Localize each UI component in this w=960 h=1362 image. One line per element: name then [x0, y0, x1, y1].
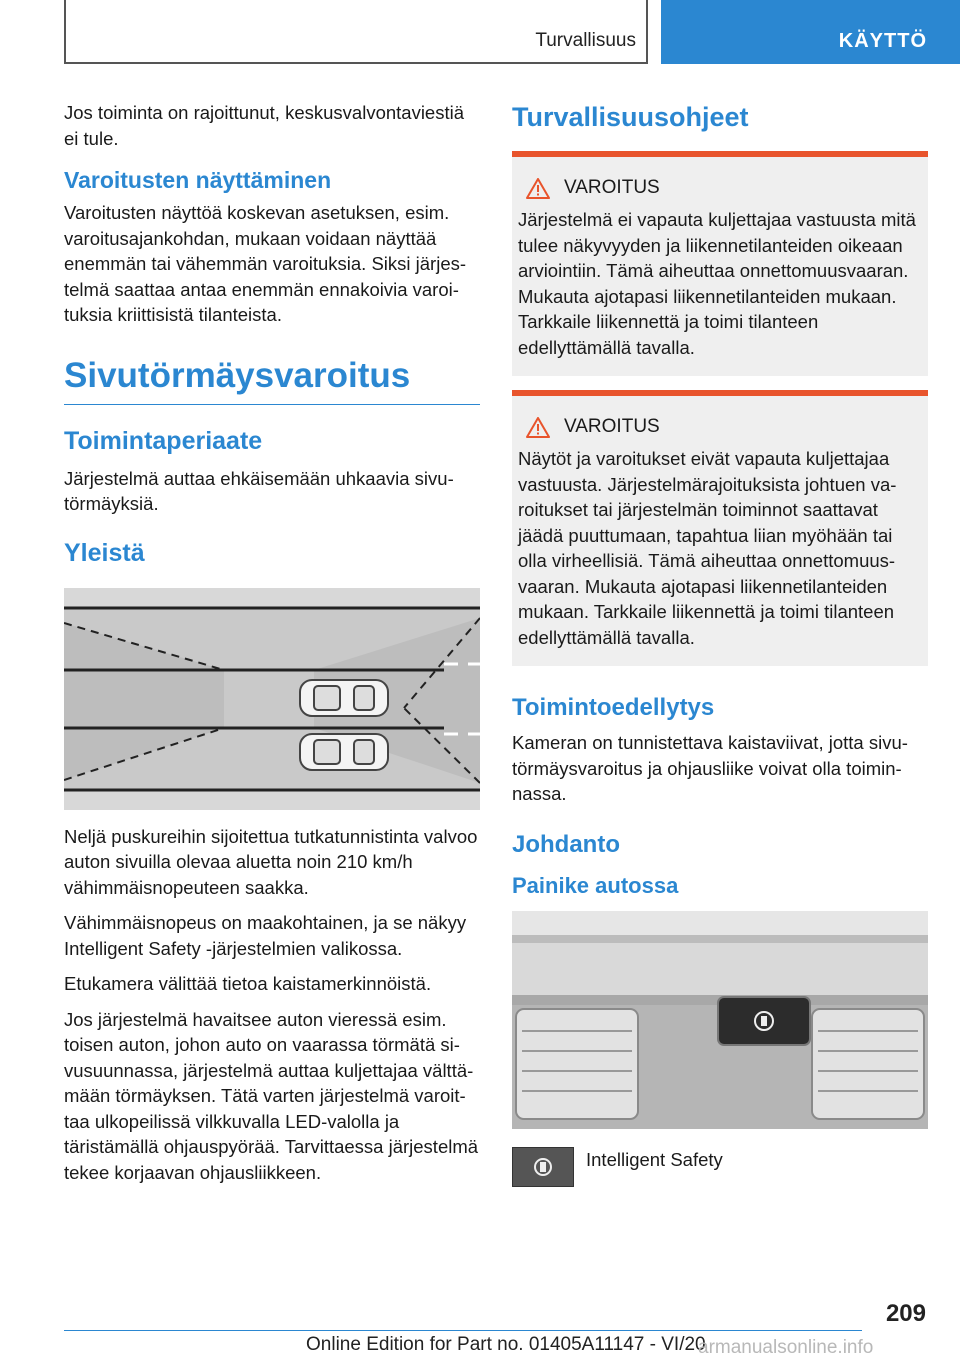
right-column: [512, 100, 928, 1187]
requirements-text: Kameran on tunnistettava kaistaviivat, jotta sivutörmäysvaroitus ja ohjausliike voivat olla toiminnassa.: [512, 732, 908, 804]
warning-box-1: [512, 151, 928, 376]
button-heading: Painike autossa: [512, 872, 679, 898]
legend-row: [512, 1147, 928, 1187]
footer-edition: Online Edition for Part no. 01405A11147 - VI/20: [306, 1334, 706, 1355]
warning-1-title: VAROITUS: [564, 177, 660, 198]
side-collision-diagram: [64, 588, 480, 810]
intro-paragraph: Jos toiminta on rajoittunut, keskusvalvontaviestiä ei tule.: [64, 102, 465, 149]
warnings-display-heading: Varoitusten näyttäminen: [64, 167, 332, 193]
chapter-title: Sivutörmäysvaroitus: [64, 356, 480, 405]
radar-paragraph: Neljä puskureihin sijoitettua tutkatunnistinta valvoo auton sivuilla olevaa aluetta noin 210 km/h vähimmäisnopeuteen saakka.: [64, 825, 478, 898]
intro-heading: Johdanto: [512, 830, 620, 858]
header-chapter-tab: KÄYTTÖ: [661, 0, 960, 64]
footer-divider: [64, 1330, 862, 1331]
min-speed-paragraph: Vähimmäisnopeus on maakohtainen, ja se näkyy Intelligent Safety -järjestelmien valikossa.: [64, 912, 467, 959]
page-number: 209: [885, 1300, 926, 1327]
warning-1-text: Järjestelmä ei vapauta kuljettajaa vastuusta mitä tulee näkyvyyden ja liikennetilanteiden oikeaan arviointiin. Tämä aiheuttaa onnettomuusvaaran. Mukauta ajotapasi liikennetilanteiden mukaan. Tarkkaile liikennettä ja toimi tilanteen edellyttämällä tavalla.: [518, 209, 916, 358]
intelligent-safety-button-icon: [512, 1147, 574, 1187]
watermark: armanualsonline.info: [698, 1337, 874, 1358]
warning-2-title: VAROITUS: [564, 416, 660, 437]
warning-triangle-icon: [526, 178, 550, 199]
left-column: [64, 100, 480, 1195]
principle-heading: Toimintaperiaate: [64, 426, 263, 455]
safety-heading: Turvallisuusohjeet: [512, 102, 749, 132]
warnings-display-text: Varoitusten näyttöä koskevan asetuksen, esim. varoitusajankohdan, mukaan voidaan näyttää enemmän tai vähemmän varoituksia. Siksi järjestelmä saattaa antaa enemmän ennakoivia varoituksia kriittisistä tilanteista.: [64, 202, 467, 325]
warning-box-2: [512, 390, 928, 666]
header-section-title: Turvallisuus: [535, 30, 636, 51]
legend-label: Intelligent Safety: [586, 1148, 723, 1170]
warning-triangle-icon: [526, 417, 550, 438]
intervention-paragraph: Jos järjestelmä havaitsee auton vieressä esim. toisen auton, johon auto on vaarassa törmätä sivusuunnassa, järjestelmä auttaa kuljettajaa välttämään törmäyksen. Tätä varten järjestelmä varoittaa ulkopeilissä vilkkuvalla LED-valolla ja täristämällä ohjauspyörää. Tarvittaessa järjestelmä tekee korjaavan ohjausliikkeen.: [64, 1008, 479, 1183]
button-photo: [512, 911, 928, 1129]
principle-text: Järjestelmä auttaa ehkäisemään uhkaavia sivutörmäyksiä.: [64, 467, 454, 514]
general-heading: Yleistä: [64, 538, 145, 567]
requirements-heading: Toimintoedellytys: [512, 694, 715, 721]
camera-paragraph: Etukamera välittää tietoa kaistamerkinnöistä.: [64, 973, 432, 994]
warning-2-text: Näytöt ja varoitukset eivät vapauta kuljettajaa vastuusta. Järjestelmärajoituksista johtuen varoitukset tai järjestelmän toiminnot saattavat jäädä puuttumaan, tapahtua liian myöhään tai olla virheellisiä. Tämä aiheuttaa onnettomuusvaaran. Mukauta ajotapasi liikennetilanteiden mukaan. Tarkkaile liikennettä ja toimi tilanteen edellyttämällä tavalla.: [518, 448, 897, 648]
